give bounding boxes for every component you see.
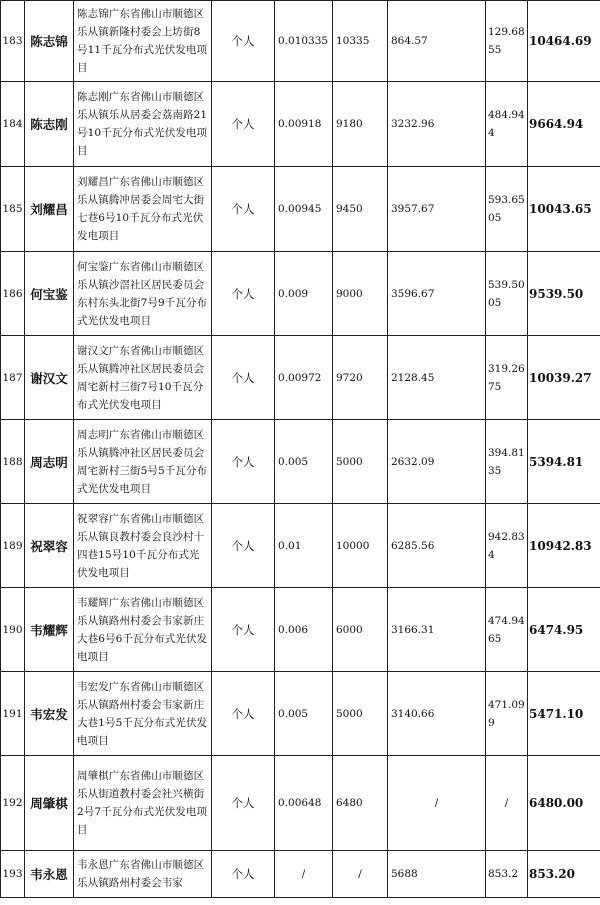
table-row [1, 167, 600, 252]
row-number: 188 [1, 420, 25, 504]
owner-type: 个人 [212, 82, 275, 167]
total-amount: 5394.81 [528, 420, 600, 504]
row-number: 183 [1, 1, 25, 82]
capacity-kw: 9000 [333, 252, 388, 336]
table-row [1, 336, 600, 420]
row-number: 192 [1, 756, 25, 851]
table-row [1, 851, 600, 898]
amount-b: / [486, 756, 528, 851]
table-row [1, 588, 600, 672]
amount-a: 2128.45 [388, 336, 486, 420]
row-number: 190 [1, 588, 25, 672]
table-row [1, 420, 600, 504]
owner-type: 个人 [212, 420, 275, 504]
owner-name: 刘耀昌 [25, 167, 74, 252]
owner-name: 韦宏发 [25, 672, 74, 756]
owner-name: 陈志刚 [25, 82, 74, 167]
amount-a: 5688 [388, 851, 486, 898]
total-amount: 10464.69 [528, 1, 600, 82]
row-number: 193 [1, 851, 25, 898]
owner-type: 个人 [212, 851, 275, 898]
amount-a: / [388, 756, 486, 851]
total-amount: 10039.27 [528, 336, 600, 420]
owner-name: 韦耀辉 [25, 588, 74, 672]
row-number: 191 [1, 672, 25, 756]
amount-b: 394.8135 [486, 420, 528, 504]
amount-a: 3596.67 [388, 252, 486, 336]
amount-a: 3957.67 [388, 167, 486, 252]
row-number: 189 [1, 504, 25, 588]
capacity-kw: 6000 [333, 588, 388, 672]
capacity-kw: 10335 [333, 1, 388, 82]
capacity-mw: 0.010335 [275, 1, 333, 82]
project-name: 陈志刚广东省佛山市顺德区乐从镇乐从居委会荔南路21号10千瓦分布式光伏发电项目 [74, 82, 212, 167]
total-amount: 10942.83 [528, 504, 600, 588]
table-row [1, 672, 600, 756]
row-number: 184 [1, 82, 25, 167]
capacity-kw: 9180 [333, 82, 388, 167]
project-name: 陈志锦广东省佛山市顺德区乐从镇新隆村委会上坊街8号11千瓦分布式光伏发电项目 [74, 1, 212, 82]
owner-name: 周志明 [25, 420, 74, 504]
project-name: 周肇棋广东省佛山市顺德区乐从街道教村委会社兴横街2号7千瓦分布式光伏发电项目 [74, 756, 212, 851]
table-row [1, 504, 600, 588]
project-name: 何宝鉴广东省佛山市顺德区乐从镇沙滘社区居民委员会东村东头北街7号9千瓦分布式光伏发电项目 [74, 252, 212, 336]
total-amount: 9664.94 [528, 82, 600, 167]
capacity-mw: 0.00918 [275, 82, 333, 167]
project-name: 韦宏发广东省佛山市顺德区乐从镇路州村委会韦家新庄大巷1号5千瓦分布式光伏发电项目 [74, 672, 212, 756]
capacity-kw: 5000 [333, 672, 388, 756]
owner-name: 周肇棋 [25, 756, 74, 851]
amount-b: 593.6505 [486, 167, 528, 252]
amount-b: 474.9465 [486, 588, 528, 672]
table-row [1, 756, 600, 851]
amount-b: 484.944 [486, 82, 528, 167]
capacity-kw: 5000 [333, 420, 388, 504]
owner-type: 个人 [212, 756, 275, 851]
project-name: 韦耀辉广东省佛山市顺德区乐从镇路州村委会韦家新庄大巷6号6千瓦分布式光伏发电项目 [74, 588, 212, 672]
capacity-mw: 0.00945 [275, 167, 333, 252]
owner-name: 谢汉文 [25, 336, 74, 420]
table-row [1, 252, 600, 336]
total-amount: 5471.10 [528, 672, 600, 756]
owner-name: 陈志锦 [25, 1, 74, 82]
owner-name: 韦永恩 [25, 851, 74, 898]
row-number: 187 [1, 336, 25, 420]
table-row [1, 82, 600, 167]
owner-type: 个人 [212, 252, 275, 336]
capacity-kw: 10000 [333, 504, 388, 588]
amount-b: 129.6855 [486, 1, 528, 82]
amount-a: 864.57 [388, 1, 486, 82]
capacity-mw: 0.00648 [275, 756, 333, 851]
table-body [1, 1, 600, 898]
amount-b: 942.834 [486, 504, 528, 588]
amount-a: 3232.96 [388, 82, 486, 167]
capacity-kw: 9450 [333, 167, 388, 252]
amount-b: 539.5005 [486, 252, 528, 336]
amount-b: 853.2 [486, 851, 528, 898]
owner-type: 个人 [212, 167, 275, 252]
total-amount: 9539.50 [528, 252, 600, 336]
owner-type: 个人 [212, 1, 275, 82]
owner-name: 何宝鉴 [25, 252, 74, 336]
amount-a: 3166.31 [388, 588, 486, 672]
amount-a: 2632.09 [388, 420, 486, 504]
project-name: 韦永恩广东省佛山市顺德区乐从镇路州村委会韦家 [74, 851, 212, 898]
project-name: 刘耀昌广东省佛山市顺德区乐从镇腾冲居委会周宅大街七巷6号10千瓦分布式光伏发电项目 [74, 167, 212, 252]
amount-b: 319.2675 [486, 336, 528, 420]
capacity-mw: / [275, 851, 333, 898]
capacity-kw: 9720 [333, 336, 388, 420]
row-number: 185 [1, 167, 25, 252]
amount-a: 3140.66 [388, 672, 486, 756]
project-name: 谢汉文广东省佛山市顺德区乐从镇腾冲社区居民委员会周宅新村三街7号10千瓦分布式光伏发电项目 [74, 336, 212, 420]
project-name: 周志明广东省佛山市顺德区乐从镇腾冲社区居民委员会周宅新村三街5号5千瓦分布式光伏发电项目 [74, 420, 212, 504]
capacity-mw: 0.00972 [275, 336, 333, 420]
amount-a: 6285.56 [388, 504, 486, 588]
capacity-mw: 0.006 [275, 588, 333, 672]
project-name: 祝翠容广东省佛山市顺德区乐从镇良教村委会良沙村十四巷15号10千瓦分布式光伏发电项目 [74, 504, 212, 588]
total-amount: 853.20 [528, 851, 600, 898]
row-number: 186 [1, 252, 25, 336]
table-row [1, 1, 600, 82]
capacity-kw: 6480 [333, 756, 388, 851]
owner-type: 个人 [212, 672, 275, 756]
capacity-mw: 0.005 [275, 672, 333, 756]
total-amount: 6474.95 [528, 588, 600, 672]
amount-b: 471.099 [486, 672, 528, 756]
capacity-mw: 0.009 [275, 252, 333, 336]
owner-type: 个人 [212, 504, 275, 588]
total-amount: 10043.65 [528, 167, 600, 252]
capacity-kw: / [333, 851, 388, 898]
owner-type: 个人 [212, 588, 275, 672]
capacity-mw: 0.005 [275, 420, 333, 504]
owner-name: 祝翠容 [25, 504, 74, 588]
total-amount: 6480.00 [528, 756, 600, 851]
owner-type: 个人 [212, 336, 275, 420]
capacity-mw: 0.01 [275, 504, 333, 588]
